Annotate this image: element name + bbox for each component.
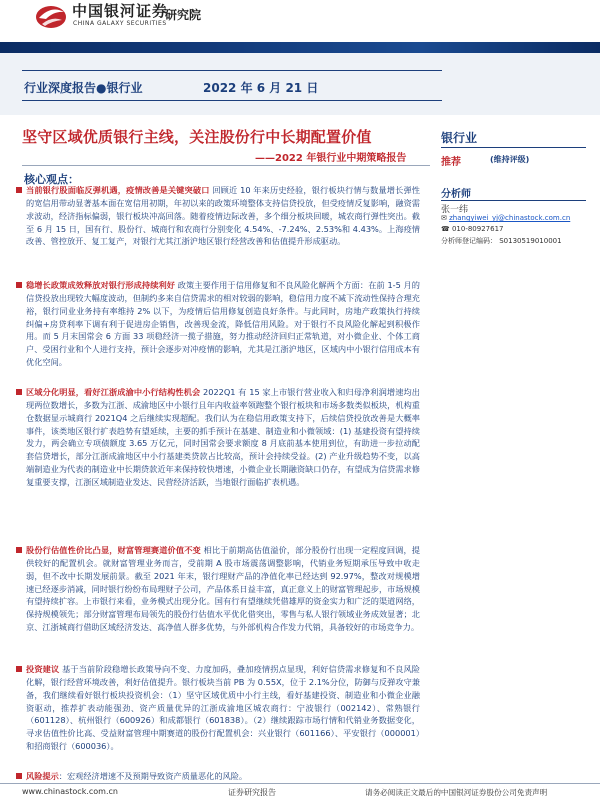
footer-report-type: 证券研究报告 [228,788,276,797]
brand-name-en: CHINA GALAXY SECURITIES [73,20,167,27]
analyst-name: 张一纬 [441,205,469,215]
analyst-rule [441,200,586,201]
phone-number: 010-80927617 [451,225,504,233]
paragraph-text: 回顾近 10 年来历史经验，银行板块行情与数量增长弹性的宽信用带动显著基本面在宽信用初期，年初以来的政策环境整体支持信贷投放，但受疫情反复影响，融资需求波动，经济指标偏弱，银行板块冲高回落。随着疫情边际改善，多个细分板块回暖，城农商行弹性突出。截至 6 月 15 日，国有行、股份行、城商行和农商行分别变化 4.54%、-7.24%、2.53%和 4.43%。上海疫情改善、管控放开、复工复产，对银行尤其江浙沪地区银行经营改善和估值提升形成驱动。 [26,185,420,247]
paragraph-lead: 当前银行股面临反弹机遇，疫情改善是关键突破口 [26,185,210,195]
analyst-email [441,214,570,222]
viewpoint-paragraph [26,544,420,660]
paragraph-text: 政策主要作用于信用修复和不良风险化解两个方面：在前 1-5 月的信贷投放出现较大幅度波动，但制约多来自信贷需求的相对较弱的影响，稳信用力度不减下流动性保持合理充裕，银行同业业务持有率维持 2% 以下，为疫情后信用修复创造良好条件。与此同时，房地产政策执行持续纠偏+房贷利率下调有利于促进房企销售，改善现金流，降低信用风险。对于银行不良风险化解起到积极作用。而 5 月末国常会 6 方面 33 项稳经济一揽子措施，努力推动经济回归正常轨道，对小微企业、个体工商户、受困行业和个人进行支持，预计会逐步对冲疫情的影响，尤其是江浙沪地区，区域内中小银行信用成本有优化空间。 [26,280,420,368]
industry-rule [441,147,586,148]
paragraph-text: 2022Q1 有 15 家上市银行营业收入和归母净利润增速均出现两位数增长，多数为江浙、成渝地区中小银行且年内收益率领跑整个银行板块和市场多数类似板块，机构重仓数据显示城商行 2021Q4 之后继续实现超配。我们认为在稳信用政策支持下，后续信贷投放改善是大概率事件，该类地区银行扩表趋势有望延续，主要的抓手预计在基建、制造业和小微领域：(1) 基建投资有望持续发力，两会确立专项债额度 3.65 万亿元，同时国常会要求额度 8 月底前基本使用到位，有助进一步拉动配套信贷增长，部分江浙成渝地区中小行基建类贷款占比较高，预计会持续受益。(2) 产业升级趋势不变，以高端制造业为代表的制造业中长期贷款近年来保持较快增速，小微企业长期融资缺口仍存，有望成为信贷需求修复重要支撑，江浙区域制造业发达、民营经济活跃，当地银行面临扩表机遇。 [26,387,420,487]
report-type: 行业深度报告●银行业 [24,81,143,95]
footer-disclaimer: 请务必阅读正文最后的中国银河证券股份公司免责声明 [365,788,548,797]
institute-label: 研究院 [165,8,202,22]
brand-name-cn: 中国银河证券 [72,2,169,20]
meta-bottom-rule [22,100,442,101]
viewpoint-paragraph [26,279,420,382]
industry-label: 银行业 [441,131,478,145]
core-viewpoints-label: 核心观点： [24,173,79,186]
report-title: 坚守区域优质银行主线，关注股份行中长期配置价值 [22,128,372,146]
paragraph-text: 基于当前阶段稳增长政策导向不变、力度加码，叠加疫情拐点显现，利好信贷需求修复和不良风险化解，银行经营环境改善，利好估值提升。银行板块当前 PB 为 0.55X，位于 2.1%分位，防御与反弹攻守兼备，我们继续看好银行板块投资机会：（1）坚守区域优质中小行主线，看好基建投资、制造业和小微企业融资驱动，推荐扩表动能强劲、资产质量优异的江浙成渝地区城农商行：宁波银行（002142）、常熟银行（601128）、杭州银行（600926）和成都银行（601838）。（2）继续跟踪市场行情和代销业务数据变化，寻求估值性价比高、受益财富管理中期赛道的股份行配置机会：兴业银行（601166）、平安银行（000001）和招商银行（600036）。 [26,664,420,752]
bullet-icon [16,547,22,553]
analyst-license: 分析师登记编码： S0130519010001 [441,237,562,245]
viewpoint-paragraph [26,386,420,541]
paragraph-lead: 稳增长政策成效释放对银行形成持续利好 [26,280,176,290]
bullet-icon [16,282,22,288]
investment-paragraph [26,663,420,767]
rating-note: (维持评级) [490,155,530,164]
analyst-label: 分析师 [441,189,471,200]
paragraph-text: ：宏观经济增速不及预期导致资产质量恶化的风险。 [58,771,248,781]
bullet-icon [16,389,22,395]
phone-icon: ☎ [441,225,450,233]
report-subtitle: ——2022 年银行业中期策略报告 [255,153,407,164]
footer-rule [0,783,600,784]
mail-icon: ✉ [441,214,447,222]
footer-website-link[interactable]: www.chinastock.com.cn [22,787,118,796]
paragraph-lead: 区域分化明显，看好江浙成渝中小行结构性机会 [26,387,201,397]
paragraph-lead: 投资建议 [26,664,60,674]
meta-top-rule [22,70,442,71]
email-link[interactable]: zhangyiwei_yj@chinastock.com.cn [449,214,571,222]
paragraph-text: 相比于前期高估值溢价，部分股份行出现一定程度回调，提供较好的配置机会。就财富管理业务而言，受前期 A 股市场震荡调整影响，代销业务短期承压导致中收走弱，但不改中长期发展前景。截至 2021 年末，银行理财产品的净值化率已经达到 92.97%，整改对规模增速已经逐步消减，同时银行纷纷布局理财子公司，产品体系日益丰富，真正意义上的财富管理起步，市场规模有望持续扩容。上市银行来看，业务模式出现分化。国有行有望继续凭借雄厚的资金实力和广泛的渠道网络，保持规模领先；部分财富管理布局领先的股份行估值水平优化借突出，零售与私人银行领域业务成效显著；北京、江浙城商行借助区域经济发达、高净值人群多优势，与外部机构合作发力代销，具备较好的市场竞争力。 [26,545,420,633]
header-bar [0,42,600,53]
paragraph-lead: 股份行估值性价比凸显，财富管理赛道价值不变 [26,545,201,555]
risk-paragraph [26,770,420,783]
report-date: 2022 年 6 月 21 日 [203,81,319,95]
title-rule [22,165,430,166]
viewpoint-paragraph [26,184,420,276]
bullet-icon [16,187,22,193]
bullet-icon [16,773,22,779]
analyst-phone [441,225,503,233]
rating-value: 推荐 [441,157,461,168]
galaxy-logo-icon [34,2,68,30]
bullet-icon [16,666,22,672]
paragraph-lead: 风险提示 [26,771,59,781]
